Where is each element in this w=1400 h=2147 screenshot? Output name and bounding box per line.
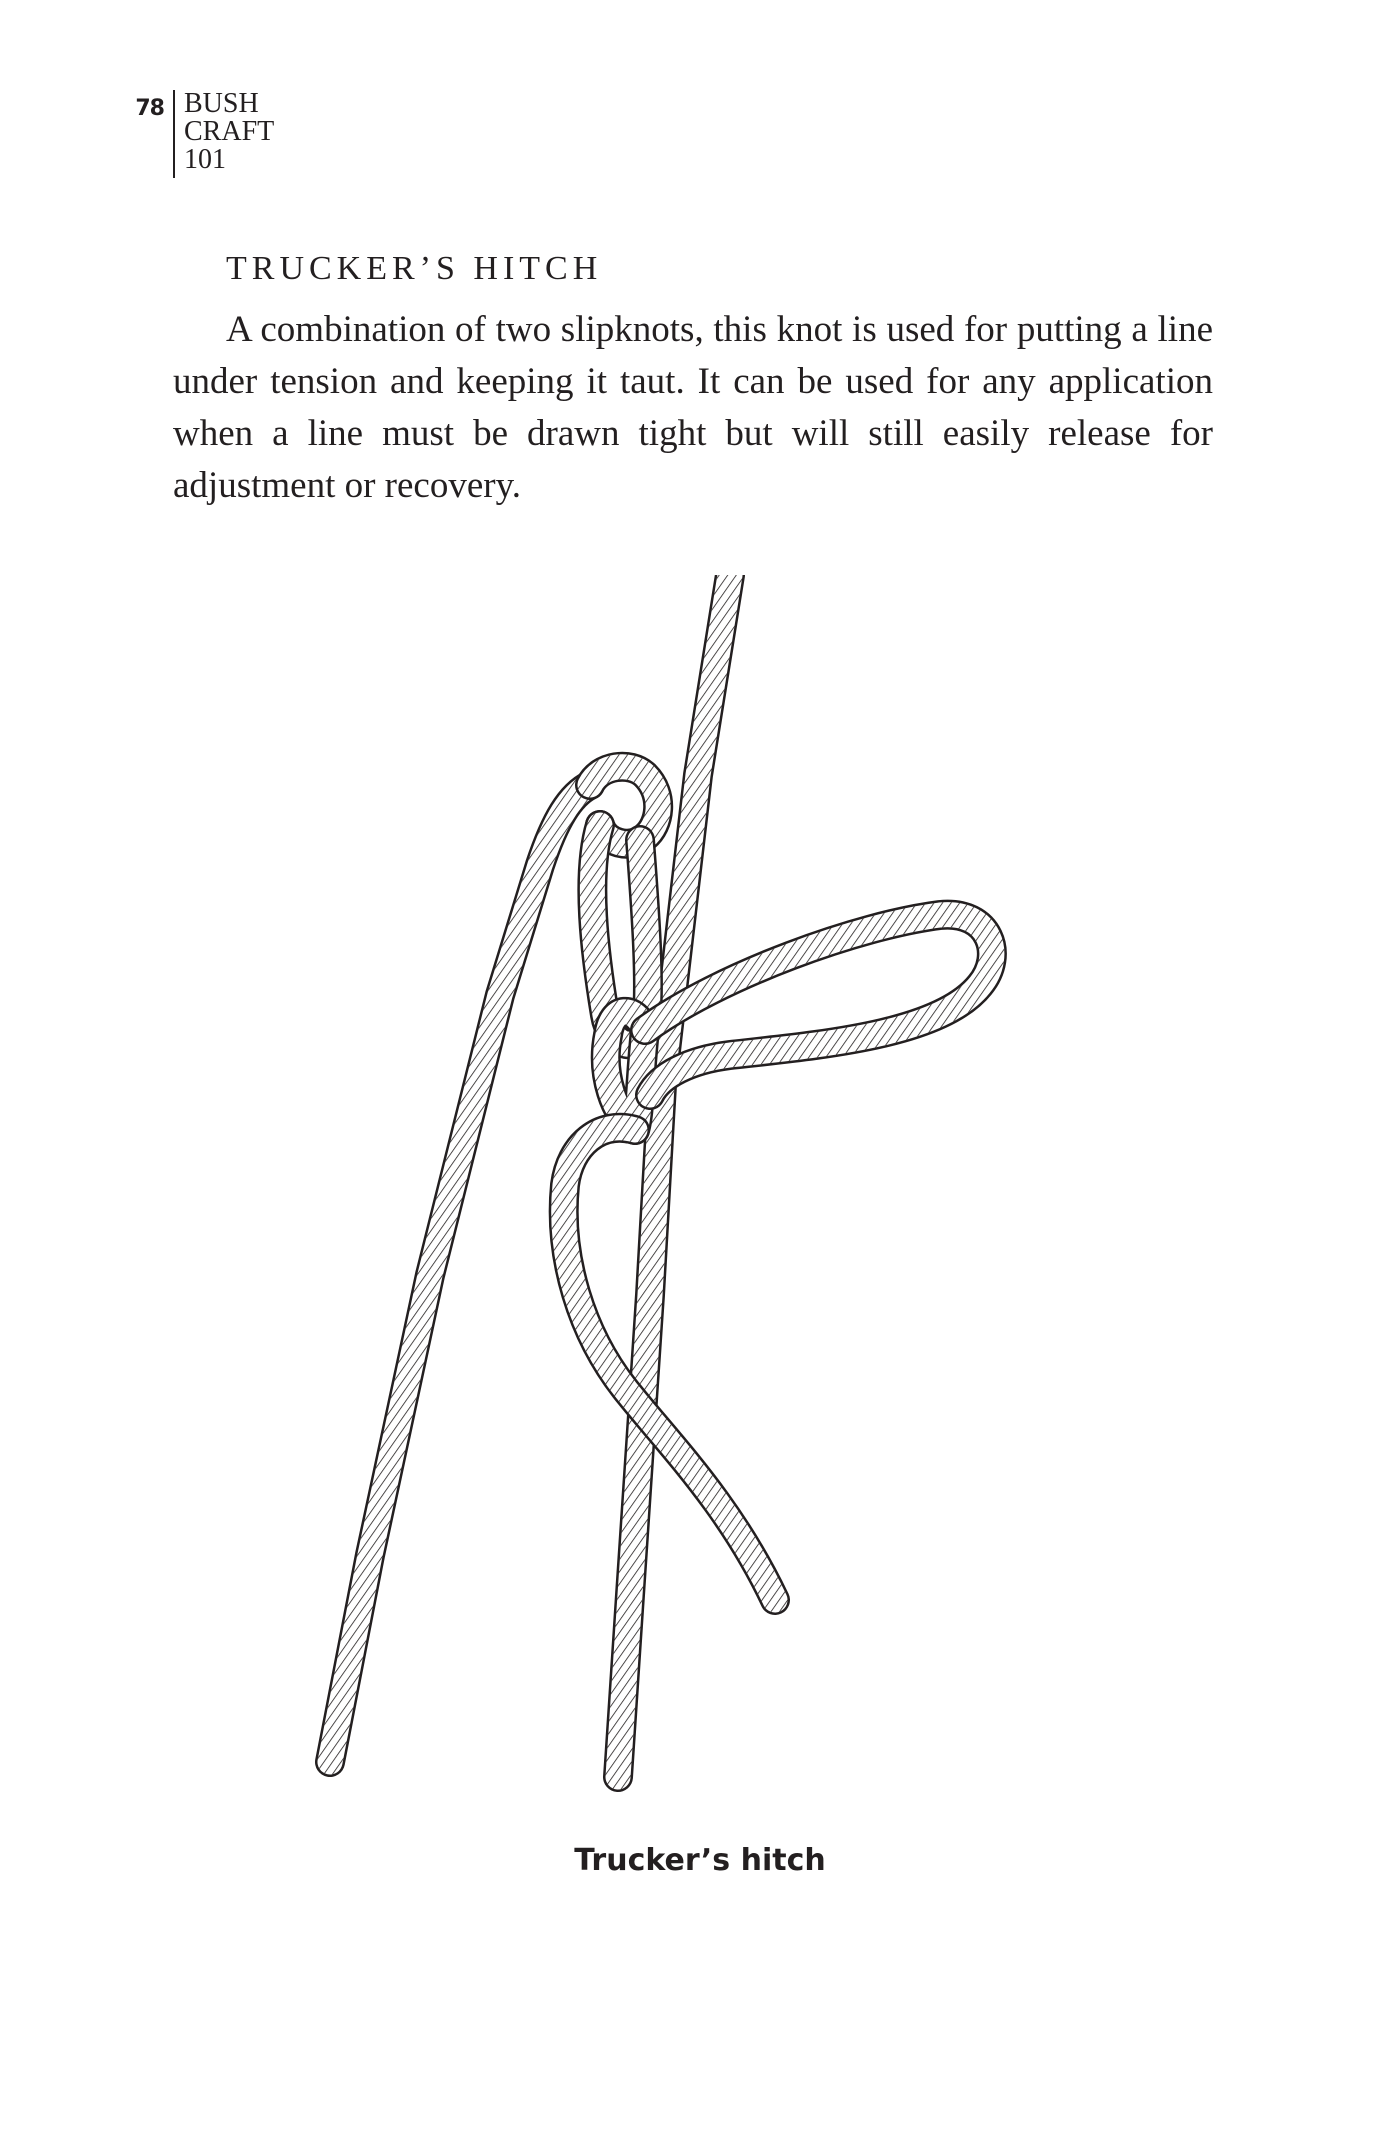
book-title [184, 90, 274, 174]
book-title-line-3: 101 [184, 144, 226, 175]
figure-caption: Trucker’s hitch [574, 1843, 826, 1878]
section-heading: TRUCKER’S HITCH [226, 250, 603, 287]
body-paragraph: A combination of two slipknots, this knot is used for putting a line under tension and keeping it taut. It can be used for any application when a line must be drawn tight but will still easily release for adjustment or recovery. [173, 309, 1213, 506]
book-title-line-1: BUSH [184, 88, 259, 119]
standing-line-left-hatching [330, 785, 590, 1762]
page-number: 78 [135, 96, 164, 121]
header-divider [173, 90, 175, 178]
book-title-line-2: CRAFT [184, 116, 275, 147]
trucker-hitch-drawing [300, 575, 1100, 1795]
knot-illustration [300, 575, 1100, 1795]
pulling-loop-hatching [645, 915, 992, 1095]
